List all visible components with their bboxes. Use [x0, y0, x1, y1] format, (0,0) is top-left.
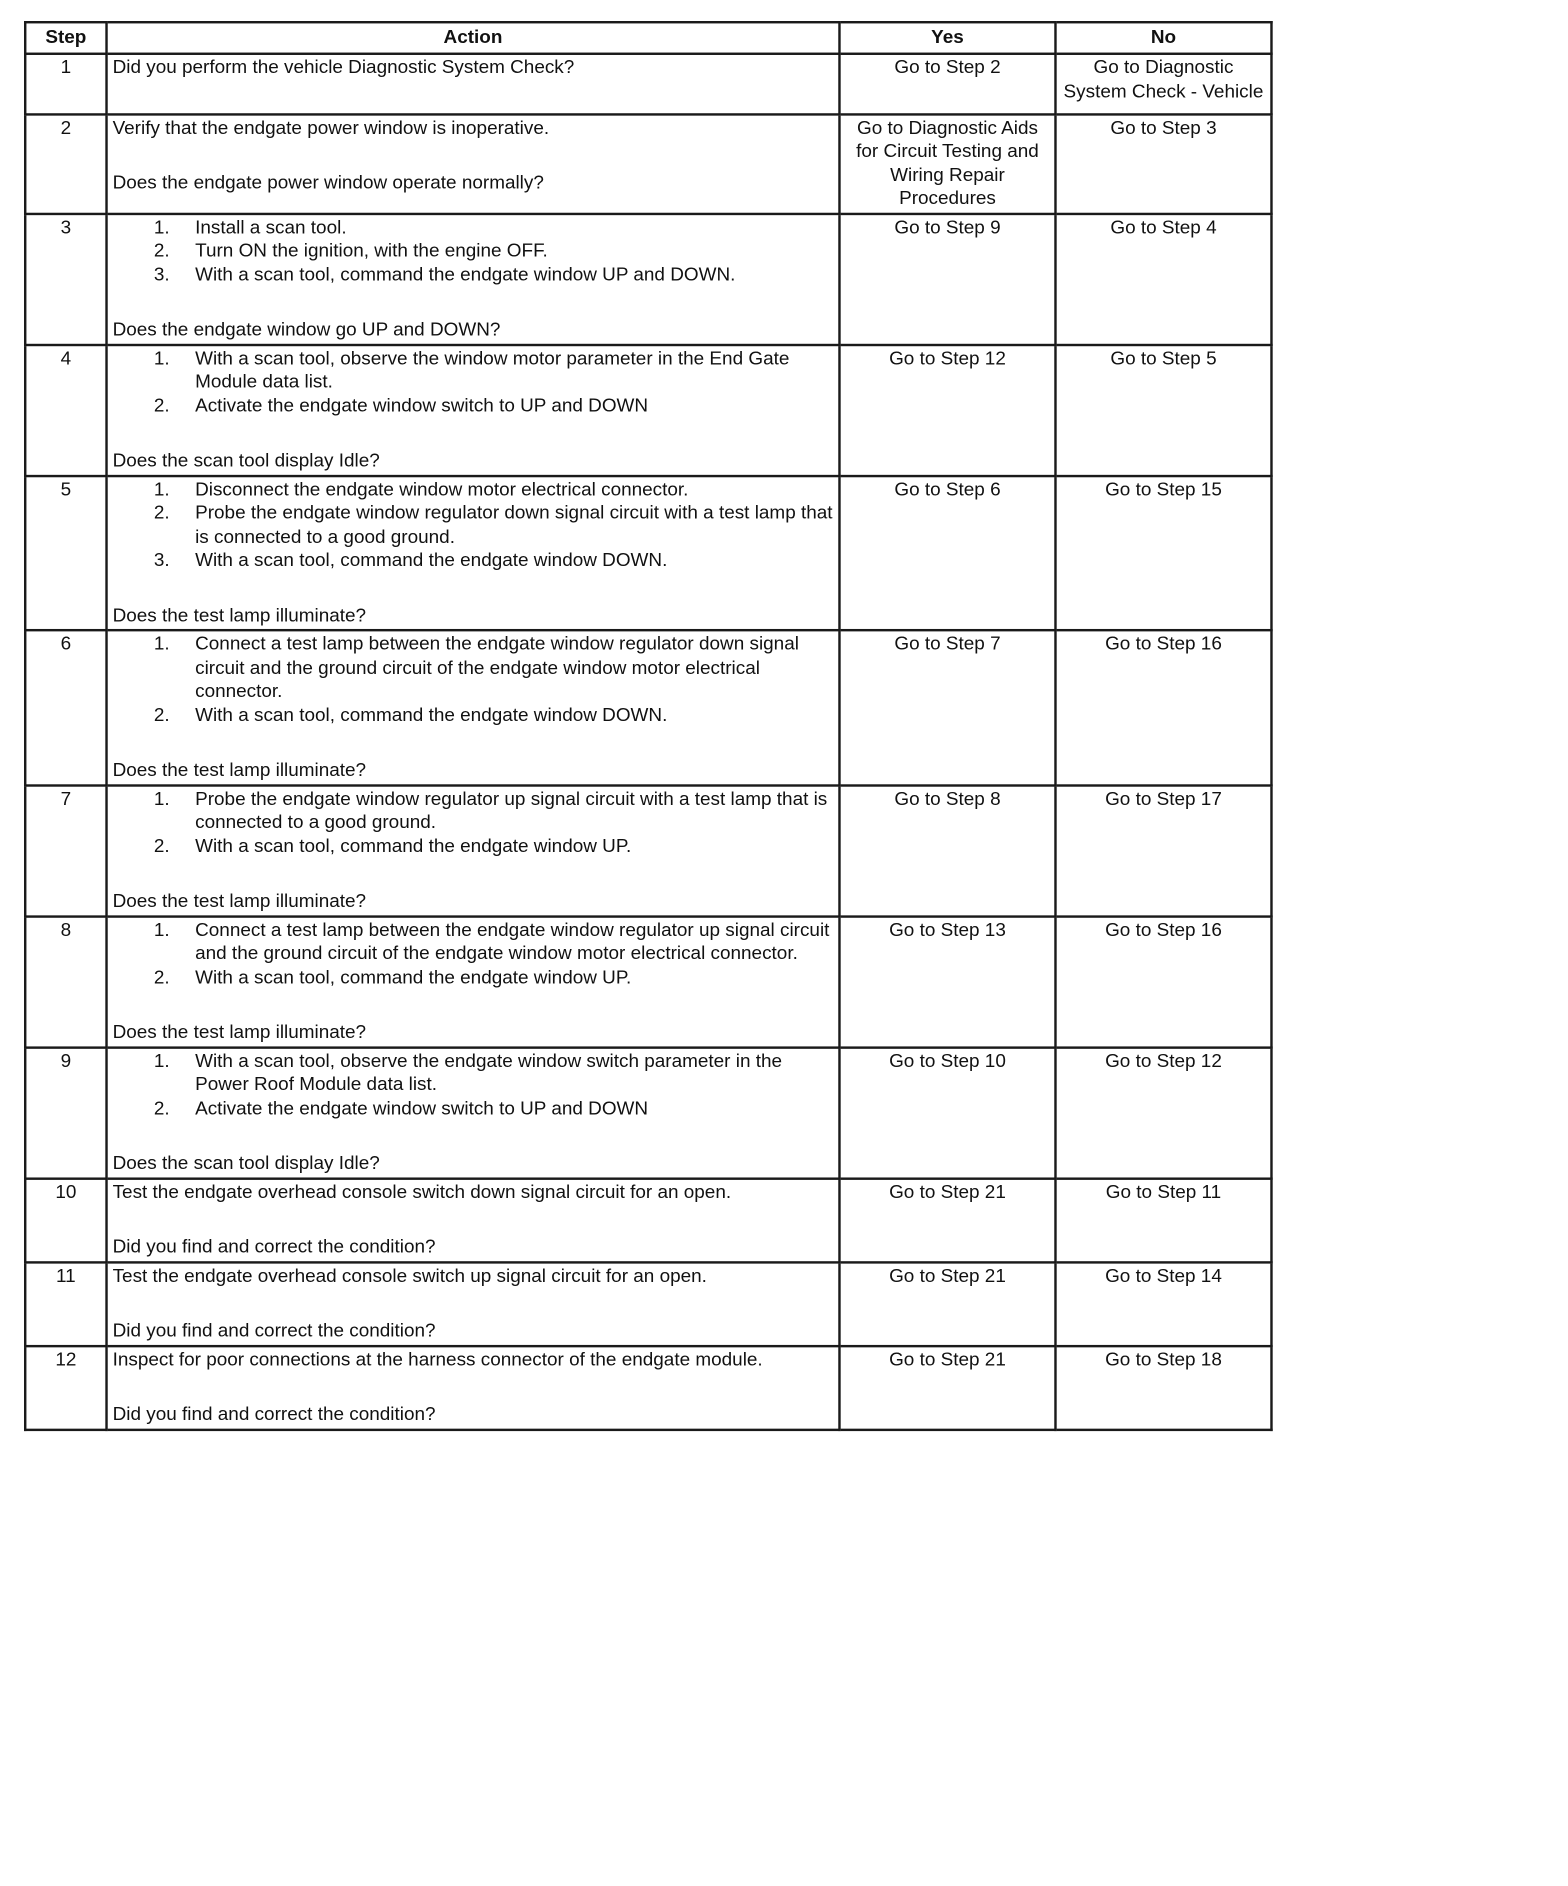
table-row — [25, 1047, 1271, 1178]
table-row — [25, 1346, 1271, 1430]
action-steps-list — [113, 787, 834, 858]
action-cell — [107, 114, 840, 214]
step-number: 9 — [25, 1047, 106, 1178]
action-cell — [107, 630, 840, 785]
table-row — [25, 475, 1271, 630]
no-outcome: Go to Step 11 — [1055, 1178, 1271, 1262]
action-step-item — [113, 216, 834, 240]
action-step-number: 2. — [153, 704, 170, 726]
no-outcome: Go to Step 4 — [1055, 213, 1271, 344]
action-step-number: 3. — [153, 550, 170, 571]
step-number: 1 — [25, 54, 106, 114]
header-no: No — [1055, 22, 1271, 54]
action-step-number: 2. — [153, 835, 170, 857]
action-step-item — [113, 1049, 834, 1096]
action-step-item — [113, 478, 834, 502]
action-step-item — [113, 633, 834, 704]
table-row — [25, 1262, 1271, 1346]
no-outcome: Go to Diagnostic System Check - Vehicle — [1055, 54, 1271, 114]
action-step-text: Activate the endgate window switch to UP and DOWN — [195, 1097, 649, 1119]
action-question: Does the test lamp illuminate? — [112, 760, 367, 781]
no-outcome: Go to Step 18 — [1055, 1346, 1271, 1430]
no-outcome: Go to Step 5 — [1055, 344, 1271, 475]
step-number: 6 — [25, 630, 106, 785]
action-step-item — [113, 263, 834, 287]
action-cell — [107, 1178, 840, 1262]
no-outcome: Go to Step 15 — [1055, 475, 1271, 630]
action-steps-list — [113, 918, 834, 989]
action-step-item — [113, 787, 834, 834]
action-step-item — [113, 1097, 834, 1121]
no-outcome: Go to Step 3 — [1055, 114, 1271, 214]
header-row — [25, 22, 1271, 54]
action-question: Did you find and correct the condition? — [112, 1404, 436, 1426]
table-row — [25, 54, 1271, 114]
action-step-text: With a scan tool, command the endgate window UP. — [195, 966, 632, 988]
action-question: Does the test lamp illuminate? — [112, 891, 367, 912]
step-number: 2 — [25, 114, 106, 214]
action-step-number: 1. — [153, 633, 170, 655]
action-cell — [107, 916, 840, 1047]
action-step-item — [113, 239, 834, 263]
yes-outcome: Go to Step 21 — [839, 1262, 1055, 1346]
yes-outcome: Go to Step 21 — [839, 1346, 1055, 1430]
action-step-number: 2. — [153, 395, 170, 416]
action-intro: Test the endgate overhead console switch up signal circuit for an open. — [112, 1265, 707, 1287]
action-cell — [107, 54, 840, 114]
yes-outcome: Go to Step 7 — [839, 630, 1055, 785]
action-step-number: 1. — [153, 216, 170, 238]
action-step-item — [113, 966, 834, 990]
table-body — [25, 54, 1271, 1430]
yes-outcome: Go to Step 21 — [839, 1178, 1055, 1262]
action-step-text: With a scan tool, command the endgate window UP. — [195, 835, 632, 857]
action-cell — [107, 785, 840, 916]
table-row — [25, 344, 1271, 475]
diagnostic-table — [24, 21, 1273, 1430]
action-step-text: With a scan tool, command the endgate window UP and DOWN. — [195, 264, 736, 285]
action-step-item — [113, 394, 834, 418]
no-outcome: Go to Step 12 — [1055, 1047, 1271, 1178]
action-step-text: Probe the endgate window regulator down signal circuit with a test lamp that is connected to a good ground. — [195, 502, 833, 548]
action-cell — [107, 1047, 840, 1178]
action-step-number: 1. — [153, 788, 170, 810]
yes-outcome: Go to Step 12 — [839, 344, 1055, 475]
step-number: 7 — [25, 785, 106, 916]
yes-outcome: Go to Step 2 — [839, 54, 1055, 114]
diagnostic-page — [24, 21, 1273, 1430]
table-row — [25, 916, 1271, 1047]
action-steps-list — [113, 1049, 834, 1120]
no-outcome: Go to Step 16 — [1055, 630, 1271, 785]
step-number: 8 — [25, 916, 106, 1047]
action-step-text: Activate the endgate window switch to UP and DOWN — [195, 395, 649, 416]
action-step-text: With a scan tool, command the endgate window DOWN. — [195, 704, 668, 726]
action-step-text: With a scan tool, observe the endgate window switch parameter in the Power Roof Module data list. — [195, 1050, 783, 1095]
action-step-item — [113, 347, 834, 394]
action-step-number: 1. — [153, 479, 170, 500]
step-number: 11 — [25, 1262, 106, 1346]
action-intro: Verify that the endgate power window is inoperative. — [112, 117, 550, 139]
yes-outcome: Go to Step 8 — [839, 785, 1055, 916]
action-step-text: Connect a test lamp between the endgate window regulator up signal circuit and the ground circuit of the endgate window motor electrical connector. — [195, 919, 830, 964]
action-steps-list — [113, 347, 834, 418]
action-cell — [107, 475, 840, 630]
action-question: Did you find and correct the condition? — [112, 1236, 436, 1258]
action-question: Does the endgate power window operate normally? — [112, 172, 544, 194]
action-cell — [107, 213, 840, 344]
action-question: Does the scan tool display Idle? — [112, 1153, 380, 1174]
action-step-text: Disconnect the endgate window motor electrical connector. — [195, 479, 689, 500]
step-number: 4 — [25, 344, 106, 475]
action-step-item — [113, 549, 834, 573]
yes-outcome: Go to Diagnostic Aids for Circuit Testing and Wiring Repair Procedures — [839, 114, 1055, 214]
table-row — [25, 630, 1271, 785]
action-step-number: 1. — [153, 348, 170, 369]
action-question: Does the test lamp illuminate? — [112, 1022, 367, 1043]
action-intro: Did you perform the vehicle Diagnostic System Check? — [112, 57, 575, 79]
step-number: 12 — [25, 1346, 106, 1430]
action-step-text: Probe the endgate window regulator up signal circuit with a test lamp that is connected to a good ground. — [195, 788, 828, 833]
action-question: Did you find and correct the condition? — [112, 1320, 436, 1342]
table-row — [25, 785, 1271, 916]
action-step-number: 2. — [153, 502, 170, 524]
action-step-number: 3. — [153, 264, 170, 285]
yes-outcome: Go to Step 6 — [839, 475, 1055, 630]
no-outcome: Go to Step 14 — [1055, 1262, 1271, 1346]
table-row — [25, 213, 1271, 344]
action-step-text: Connect a test lamp between the endgate window regulator down signal circuit and the ground circuit of the endgate window motor electrical connector. — [195, 633, 799, 702]
action-step-number: 2. — [153, 966, 170, 988]
action-step-item — [113, 918, 834, 965]
action-question: Does the scan tool display Idle? — [112, 450, 380, 472]
action-steps-list — [113, 633, 834, 728]
action-cell — [107, 1346, 840, 1430]
header-step: Step — [25, 22, 106, 54]
action-step-text: With a scan tool, observe the window motor parameter in the End Gate Module data list. — [195, 348, 790, 393]
action-step-text: Install a scan tool. — [195, 216, 347, 238]
action-step-text: Turn ON the ignition, with the engine OFF. — [195, 240, 548, 262]
table-row — [25, 1178, 1271, 1262]
yes-outcome: Go to Step 10 — [839, 1047, 1055, 1178]
action-step-number: 2. — [153, 240, 170, 262]
action-step-number: 1. — [153, 1050, 170, 1072]
step-number: 10 — [25, 1178, 106, 1262]
table-row — [25, 114, 1271, 214]
action-steps-list — [113, 478, 834, 573]
action-intro: Inspect for poor connections at the harness connector of the endgate module. — [112, 1349, 763, 1370]
action-step-item — [113, 502, 834, 549]
action-intro: Test the endgate overhead console switch down signal circuit for an open. — [112, 1181, 732, 1203]
no-outcome: Go to Step 17 — [1055, 785, 1271, 916]
action-step-number: 1. — [153, 919, 170, 941]
header-action: Action — [107, 22, 840, 54]
action-cell — [107, 1262, 840, 1346]
action-step-number: 2. — [153, 1097, 170, 1119]
no-outcome: Go to Step 16 — [1055, 916, 1271, 1047]
yes-outcome: Go to Step 9 — [839, 213, 1055, 344]
yes-outcome: Go to Step 13 — [839, 916, 1055, 1047]
action-step-text: With a scan tool, command the endgate window DOWN. — [195, 550, 668, 571]
action-step-item — [113, 704, 834, 728]
step-number: 5 — [25, 475, 106, 630]
action-steps-list — [113, 216, 834, 287]
header-yes: Yes — [839, 22, 1055, 54]
action-cell — [107, 344, 840, 475]
step-number: 3 — [25, 213, 106, 344]
action-question: Does the test lamp illuminate? — [112, 605, 367, 626]
action-question: Does the endgate window go UP and DOWN? — [112, 319, 501, 341]
action-step-item — [113, 835, 834, 859]
